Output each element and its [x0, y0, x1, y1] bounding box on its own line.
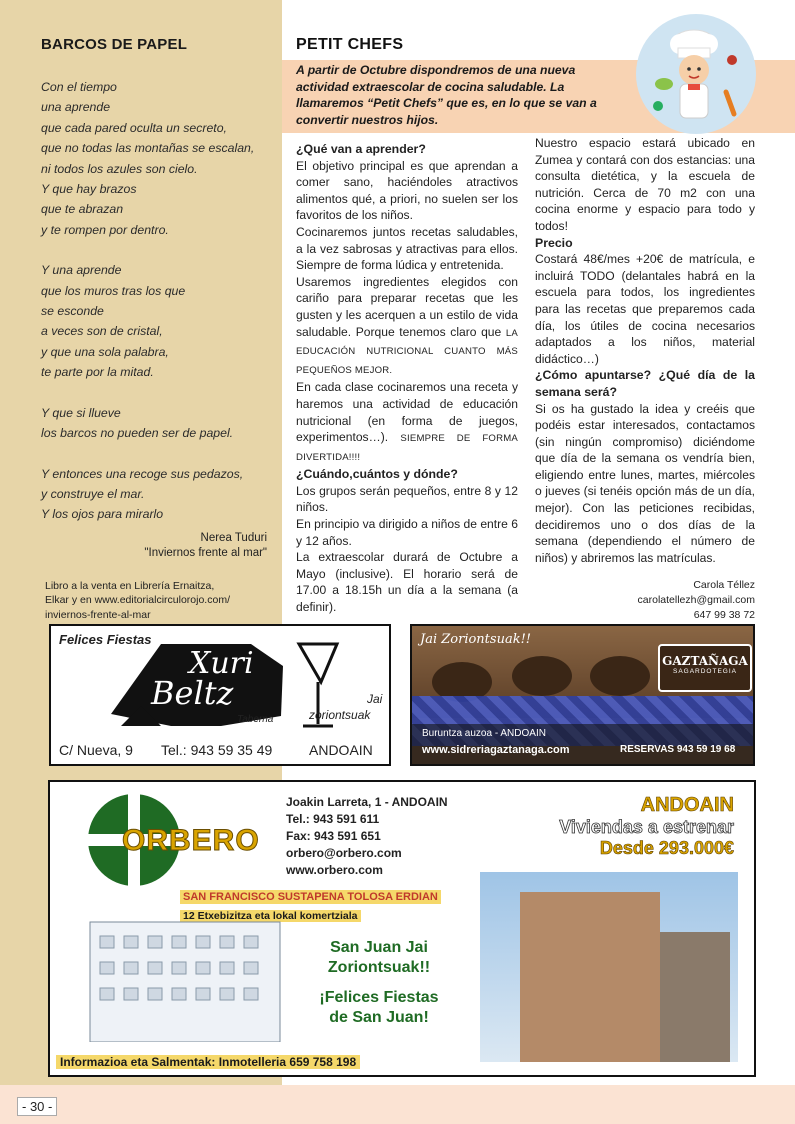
stanza-gap [41, 444, 277, 464]
ad-gaz-brand: GAZTAÑAGA [662, 654, 748, 668]
ad-xuri-zorion: zoriontsuak [309, 708, 371, 722]
ad-orbero-contact [286, 794, 448, 879]
ad-gaz-top: Jai Zoriontsuak!! [420, 632, 532, 647]
poem-title: BARCOS DE PAPEL [41, 36, 188, 53]
ad-orbero-town: ANDOAIN [640, 794, 734, 816]
poem-line: a veces son de cristal, [41, 324, 163, 339]
contact-name: Carola Téllez [693, 579, 755, 592]
ad-xuri-phone: Tel.: 943 59 35 49 [161, 742, 273, 758]
paragraph: Nuestro espacio estará ubicado en Zumea y contará con dos estancias: una consulta dietética, y la escuela de nutrición. Cerca de 70 m2 con una cocina enorme y espacio para todo y todos! [535, 136, 755, 233]
book-note-line: Libro a la venta en Librería Ernaitza, [45, 579, 215, 592]
ad-orbero-viviendas: Viviendas a estrenar [559, 817, 734, 837]
contact-phone: 647 99 38 72 [693, 609, 755, 622]
poem-line: que te abrazan [41, 202, 124, 217]
book-note-line: inviernos-frente-al-mar [45, 608, 151, 621]
paragraph [296, 379, 518, 466]
emphasis-text: LA EDUCACIÓN NUTRICIONAL CUANTO MÁS PEQUEÑOS MEJOR. [296, 327, 518, 376]
building-drawing [80, 902, 290, 1042]
paragraph [296, 274, 518, 380]
paragraph: El objetivo principal es que aprendan a comer sano, haciéndoles atractivos alimentos qué, a priori, no suelen ser los favoritos de los niños. [296, 158, 518, 223]
ad-orbero-web[interactable]: www.orbero.com [286, 863, 383, 877]
article-title: PETIT CHEFS [296, 36, 404, 53]
poem-line: que los muros tras los que [41, 283, 186, 298]
poem-text [41, 77, 277, 525]
greeting-line: San Juan Jai [330, 939, 428, 956]
paragraph: Los grupos serán pequeños, entre 8 y 12 niños. [296, 483, 518, 515]
paragraph: La extraescolar durará de Octubre a Mayo (inclusive). El horario será de 17.00 a 18.15h un día a la semana (a definir). [296, 550, 518, 615]
poem-line: y que una sola palabra, [41, 344, 169, 359]
ad-orbero-headline [559, 794, 734, 859]
cider-barrel-icon [590, 656, 650, 696]
building-facade [520, 892, 660, 1062]
ad-orbero-fax: Fax: 943 591 651 [286, 829, 381, 843]
question-heading: Precio [535, 235, 573, 250]
ad-gaz-address: Buruntza auzoa - ANDOAIN [422, 728, 546, 739]
article-column-2 [535, 135, 755, 623]
stanza-gap [41, 240, 277, 260]
contact-block [535, 578, 755, 623]
ad-orbero-email[interactable]: orbero@orbero.com [286, 846, 402, 860]
ad-xuri-brand-1: Xuri [189, 646, 254, 681]
poem-signature [41, 531, 277, 561]
paragraph-text: En cada clase cocinaremos una receta y haremos una actividad de educación nutricional (en forma de juegos, experimentos…). [296, 380, 518, 445]
greeting-line: de San Juan! [329, 1009, 429, 1026]
ad-orbero-price: Desde 293.000€ [599, 838, 734, 858]
poem-line: Y una aprende [41, 263, 122, 278]
ad-orbero-units: 12 Etxebizitza eta lokal komertziala [180, 910, 361, 922]
cider-barrel-icon [512, 656, 572, 696]
article-intro: A partir de Octubre dispondremos de una nueva actividad extraescolar de cocina saludable. La llamaremos “Petit Chefs” que es, en lo que se van a convertir nuestros hijos. [296, 63, 597, 127]
ad-gaz-sub: SAGARDOTEGIA [672, 668, 737, 675]
poem-line: una aprende [41, 100, 111, 115]
ad-xuri-address: C/ Nueva, 9 [59, 742, 133, 758]
footer-band [0, 1085, 795, 1124]
poem-line: los barcos no pueden ser de papel. [41, 426, 234, 441]
ad-xuri-brand-2: Beltz [151, 674, 234, 712]
greeting-line: Zoriontsuak!! [327, 959, 431, 976]
poem-line: que no todas las montañas se escalan, [41, 141, 255, 156]
ad-xuri-jai: Jai [367, 692, 383, 706]
ad-orbero [48, 780, 756, 1077]
building-side [660, 932, 730, 1062]
ad-orbero-address: Joakin Larreta, 1 - ANDOAIN [286, 795, 448, 809]
ad-xuri-taberna: Taberna [237, 714, 274, 725]
question-heading: ¿Cómo apuntarse? ¿Qué día de la semana será? [535, 368, 755, 399]
book-note [41, 579, 277, 623]
poem-line: y te rompen por dentro. [41, 222, 169, 237]
building-photo [480, 872, 738, 1062]
greeting-line: ¡Felices Fiestas [319, 989, 439, 1006]
ad-orbero-location: SAN FRANCISCO SUSTAPENA TOLOSA ERDIAN [180, 890, 441, 904]
ad-orbero-info: Informazioa eta Salmentak: Inmotelleria 659 758 198 [56, 1055, 360, 1069]
poem-line: Con el tiempo [41, 80, 117, 94]
ad-xuri-town: ANDOAIN [309, 742, 373, 758]
ad-gaz-logo [658, 644, 752, 692]
ad-xuri-top: Felices Fiestas [59, 632, 152, 647]
book-note-line: Elkar y en www.editorialcirculorojo.com/ [45, 594, 230, 607]
ad-orbero-phone: Tel.: 943 591 611 [286, 812, 380, 826]
paragraph-text: Usaremos ingredientes elegidos con cariño para preparar recetas que les gusten y les acerquen a un estilo de vida saludable. Porque tenemos claro que [296, 274, 518, 339]
chef-illustration [636, 14, 756, 134]
poem-line: Y los ojos para mirarlo [41, 507, 164, 522]
ad-xuri-beltz [49, 624, 391, 766]
poem-book: "Inviernos frente al mar" [144, 546, 267, 559]
question-heading: ¿Cuándo,cuántos y dónde? [296, 467, 458, 482]
ad-gaztanaga [410, 624, 755, 766]
poem-line: Y entonces una recoge sus pedazos, [41, 466, 244, 481]
poem-section [41, 36, 277, 622]
poem-line: y construye el mar. [41, 486, 145, 501]
poem-line: te parte por la mitad. [41, 365, 154, 380]
emphasis-text: SIEMPRE DE FORMA DIVERTIDA!!!! [296, 433, 518, 463]
poem-line: se esconde [41, 304, 104, 319]
poem-line: Y que hay brazos [41, 182, 137, 197]
poem-line: Y que si llueve [41, 405, 121, 420]
poem-author: Nerea Tuduri [200, 531, 267, 544]
paragraph: Si os ha gustado la idea y creéis que podéis estar interesados, contactamos (sin ningún compromiso) diciéndome que día de la semana os vendría bien, eligiendo entre lunes, martes, miércoles o jueves (si tenéis opción más de un día, mejor). Con las peticiones recibidas, decidiremos uno o dos días de la semana (dependiendo el número de niños) y abriremos las matrículas. [535, 401, 755, 565]
page-number: - 30 - [17, 1097, 57, 1116]
ad-gaz-web[interactable]: www.sidreriagaztanaga.com [422, 744, 570, 756]
ad-orbero-brand: ORBERO [122, 824, 260, 857]
poem-line: que cada pared oculta un secreto, [41, 120, 227, 135]
poem-line: ni todos los azules son cielo. [41, 161, 198, 176]
contact-email[interactable]: carolatellezh@gmail.com [637, 594, 755, 607]
ad-orbero-greeting [314, 938, 444, 1028]
question-heading: ¿Qué van a aprender? [296, 142, 426, 156]
paragraph: Costará 48€/mes +20€ de matrícula, e incluirá TODO (delantales habrá en la escuela para todos, los ingredientes para las recetas que preparemos cada día, los útiles de cocina necesarios adaptados a los niños, material didáctico…) [535, 252, 755, 366]
ad-gaz-reservations: RESERVAS 943 59 19 68 [620, 744, 736, 755]
paragraph: En principio va dirigido a niños de entre 6 y 12 años. [296, 517, 518, 548]
paragraph: Cocinaremos juntos recetas saludables, a la vez sabrosas y atractivas para ellos. Siempre de forma lúdica y entretenida. [296, 224, 518, 273]
stanza-gap [41, 383, 277, 403]
article-column-1 [296, 141, 518, 616]
